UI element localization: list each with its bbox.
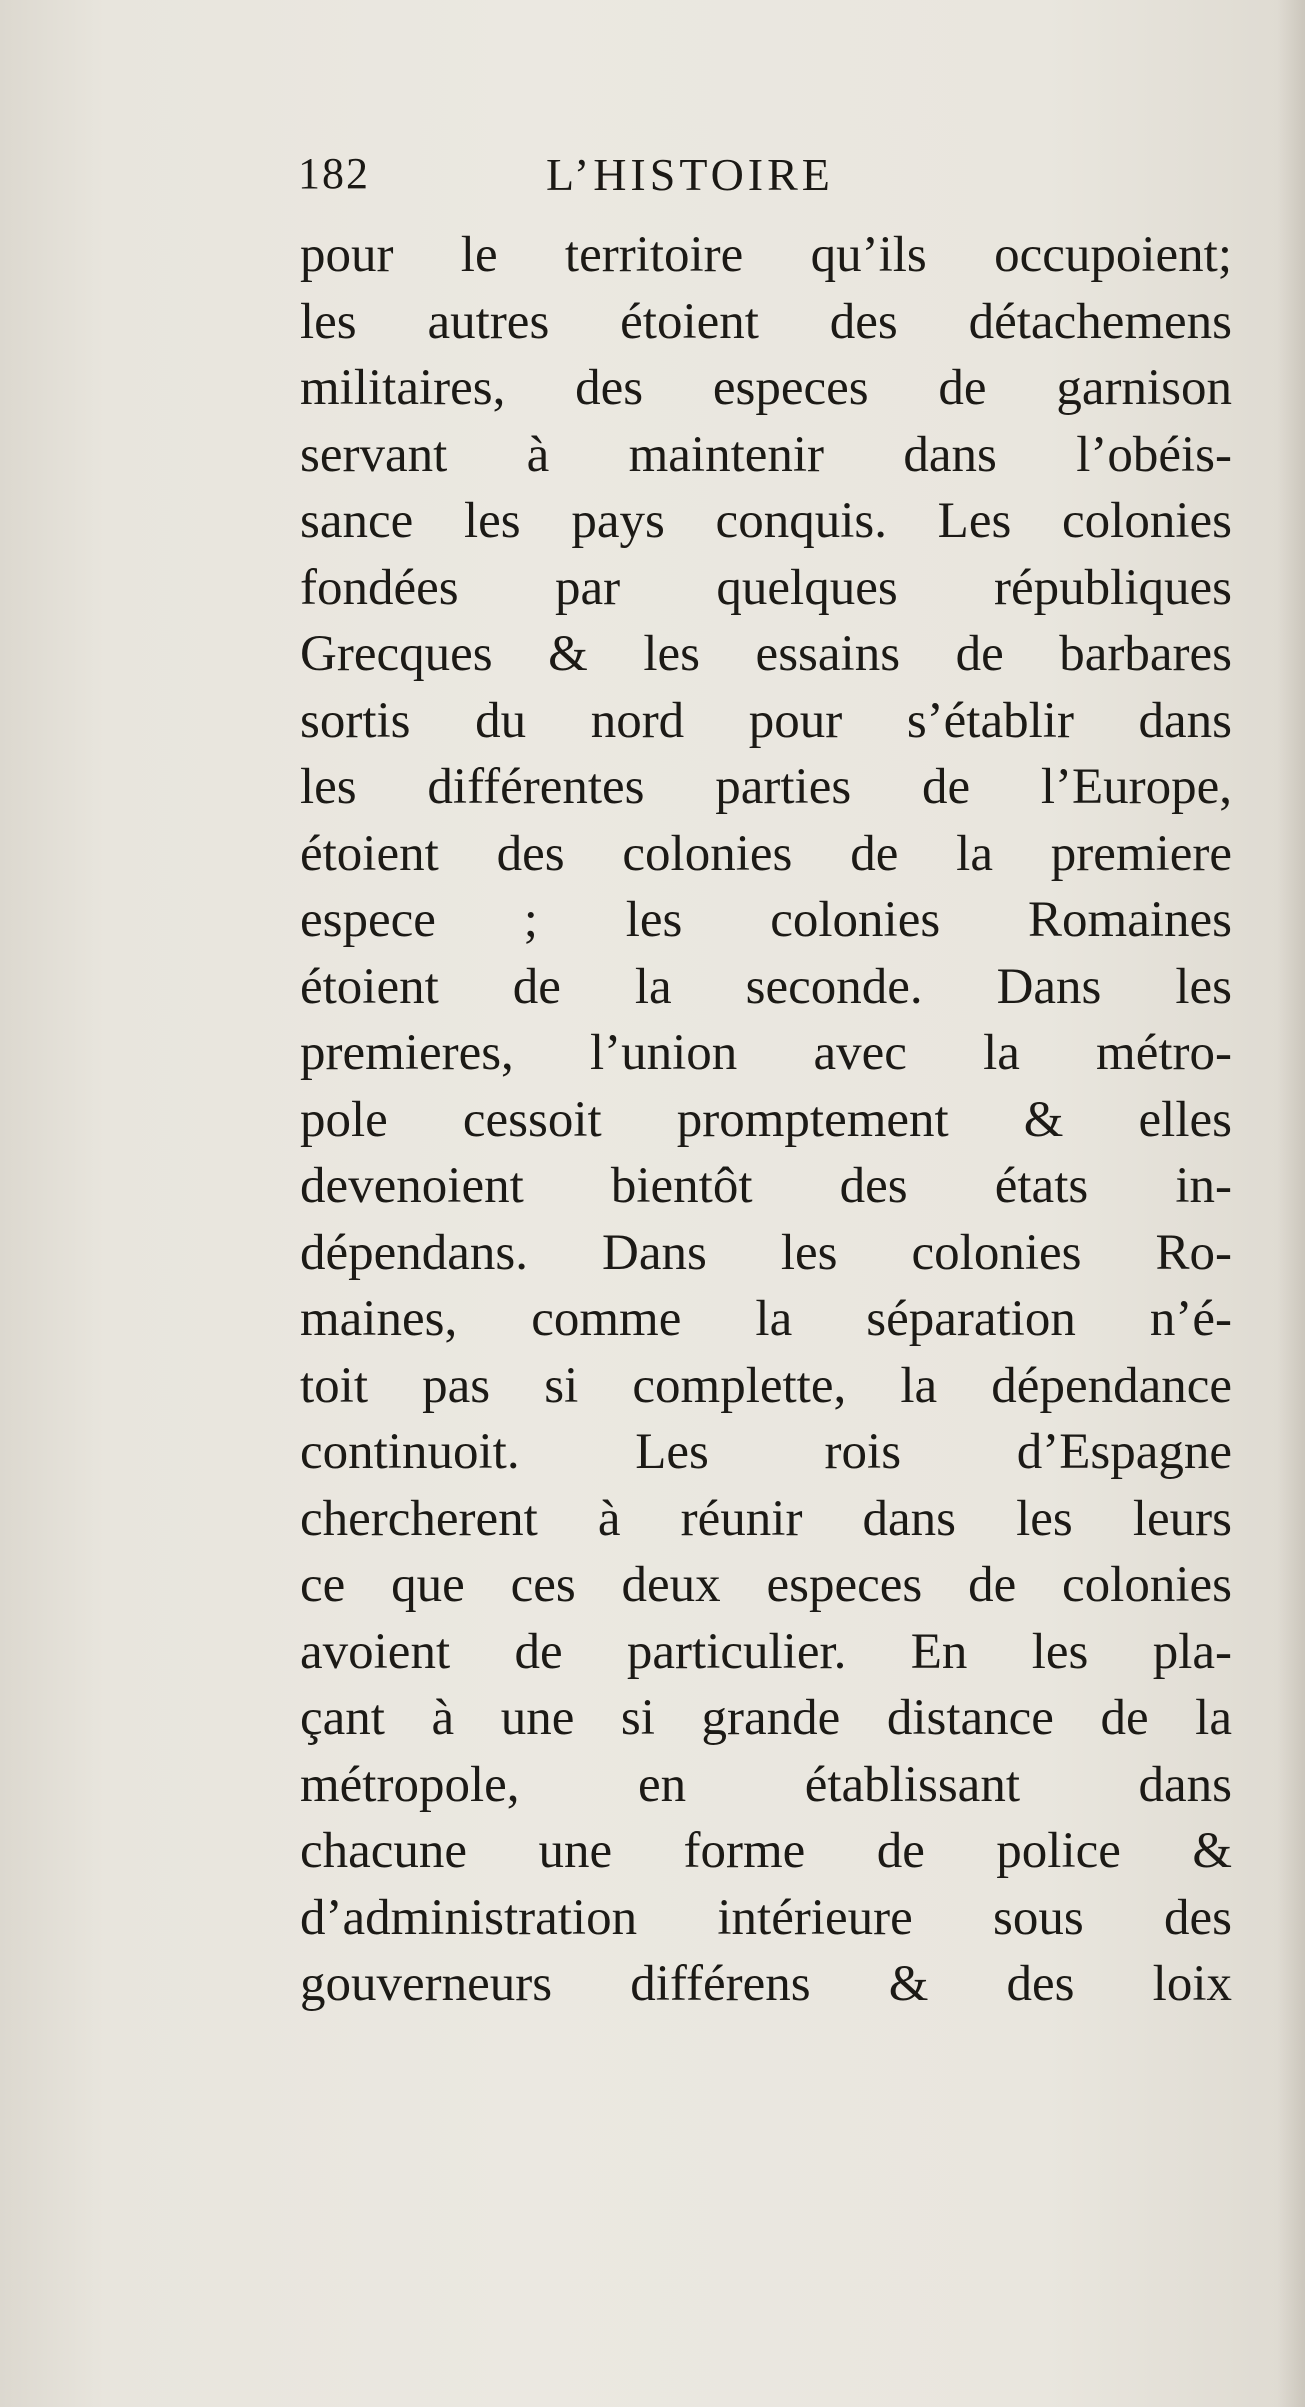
text-line: espece ; les colonies Romaines [300,892,1232,948]
text-line: Grecques & les essains de barbares [300,626,1232,682]
running-head [298,148,998,218]
text-line: les autres étoient des détachemens [300,293,1232,350]
running-title: L’HISTOIRE [546,149,834,200]
text-line: avoient de particulier. En les pla- [300,1623,1232,1680]
text-line: chacune une forme de police & [300,1823,1232,1879]
text-line: chercherent à réunir dans les leurs [300,1490,1232,1547]
text-line: étoient de la seconde. Dans les [300,958,1232,1015]
text-line: d’administration intérieure sous des [300,1889,1232,1946]
text-line: dépendans. Dans les colonies Ro- [300,1224,1232,1281]
text-line: pour le territoire qu’ils occupoient; [300,227,1232,283]
text-line: ce que ces deux especes de colonies [300,1557,1232,1613]
text-line: premieres, l’union avec la métro- [300,1025,1232,1081]
text-line: les différentes parties de l’Europe, [300,759,1232,815]
text-line: sance les pays conquis. Les colonies [300,493,1232,549]
text-line: devenoient bientôt des états in- [300,1158,1232,1214]
page-edge-shadow [1277,0,1305,2407]
text-line: gouverneurs différens & des loix [300,1956,1232,2012]
text-line: toit pas si complette, la dépendance [300,1357,1232,1414]
text-line: sortis du nord pour s’établir dans [300,692,1232,749]
text-line: pole cessoit promptement & elles [300,1091,1232,1148]
body-text [300,222,1232,2018]
page-number: 182 [298,149,370,198]
text-line: çant à une si grande distance de la [300,1690,1232,1746]
text-line: métropole, en établissant dans [300,1756,1232,1813]
text-line: fondées par quelques républiques [300,559,1232,616]
text-line: militaires, des especes de garnison [300,360,1232,416]
text-line: servant à maintenir dans l’obéis- [300,426,1232,483]
text-line: maines, comme la séparation n’é- [300,1291,1232,1347]
text-line: étoient des colonies de la premiere [300,825,1232,882]
text-line: continuoit. Les rois d’Espagne [300,1424,1232,1480]
